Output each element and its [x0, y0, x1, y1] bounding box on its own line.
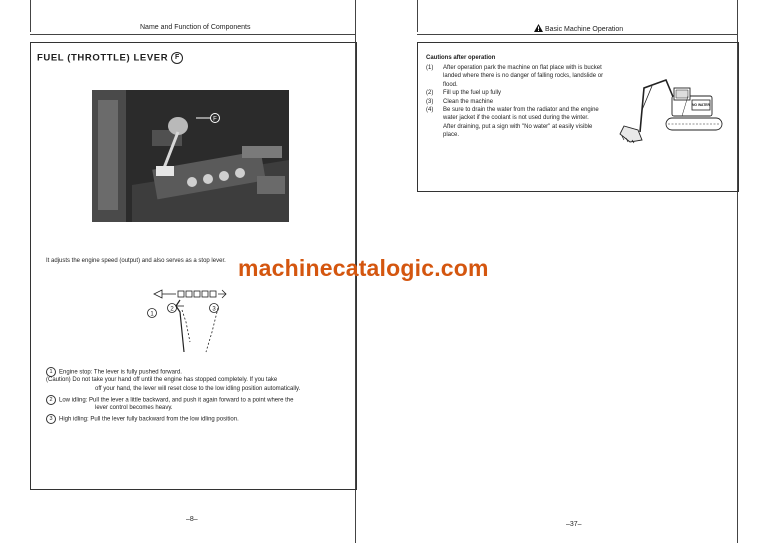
lever-description: It adjusts the engine speed (output) and also serves as a stop lever.	[46, 258, 226, 264]
warning-icon	[534, 24, 543, 32]
note-number: 3	[46, 414, 56, 424]
caution-text: After operation park the machine on flat place with is bucket landed where there is no danger of falling rocks, landslide or flood.	[443, 65, 604, 88]
note-text: lever control becomes heavy.	[95, 405, 173, 411]
diagram-label-3: 3	[212, 306, 216, 313]
note-caution	[46, 376, 356, 385]
caution-text: Fill up the fuel up fully	[443, 90, 502, 97]
page-number: –8–	[186, 516, 198, 523]
no-water-sign: NO WATER	[691, 103, 711, 107]
caution-item	[426, 123, 604, 140]
header-rule	[417, 34, 737, 35]
right-page-margin-rule	[417, 0, 418, 32]
lever-photo-image	[92, 90, 289, 222]
note-text: off your hand, the lever will reset close to the low idling position automatically.	[95, 386, 301, 392]
note-text: Do not take your hand off until the engine has stopped completely. If you take	[72, 377, 278, 383]
caution-item	[426, 89, 604, 97]
diagram-label-2: 2	[170, 306, 174, 313]
note-high-idling	[46, 414, 356, 424]
section-title	[37, 52, 183, 64]
page-number: –37–	[566, 521, 582, 528]
caution-number: (1)	[426, 65, 434, 71]
caution-number: (4)	[426, 107, 434, 114]
caution-heading: Cautions after operation	[426, 55, 496, 61]
note-text: Pull the lever fully backward from the low idling position.	[90, 416, 239, 423]
note-label: Low idling:	[59, 397, 88, 404]
note-label: Engine stop:	[59, 369, 93, 376]
note-number: 1	[46, 367, 56, 377]
header-rule	[30, 34, 355, 35]
note-text: The lever is fully pushed forward.	[93, 369, 182, 376]
caution-list	[426, 64, 604, 140]
caution-item	[426, 98, 604, 106]
caution-item	[426, 106, 604, 123]
caution-item	[426, 64, 604, 89]
photo-callout: F	[213, 116, 217, 123]
note-low-idling-cont	[95, 404, 360, 413]
note-label: High idling:	[59, 416, 89, 423]
page-header: Name and Function of Components	[140, 24, 251, 31]
caution-number	[426, 123, 443, 140]
excavator-illustration	[612, 70, 730, 150]
section-title-text: FUEL (THROTTLE) LEVER	[37, 52, 169, 64]
section-badge: F	[171, 52, 183, 64]
lever-position-diagram	[140, 282, 240, 362]
page-header-text: Basic Machine Operation	[544, 26, 624, 33]
caution-text: Be sure to drain the water from the radiator and the engine water jacket if the coolant is not used during the winter.	[443, 107, 599, 122]
caution-number: (3)	[426, 98, 434, 105]
caution-text: Clean the machine	[443, 98, 494, 105]
note-number: 2	[46, 395, 56, 405]
note-text: Pull the lever a little backward, and push it again forward to a point where the	[89, 397, 294, 404]
watermark-text: machinecatalogic.com	[238, 255, 489, 281]
page-header	[534, 24, 623, 33]
lever-photo	[92, 90, 289, 222]
diagram-label-1: 1	[150, 311, 154, 318]
caution-number: (2)	[426, 90, 434, 97]
left-page-margin-rule	[30, 0, 31, 32]
caution-text: After draining, put a sign with "No water" at easily visible place.	[443, 123, 593, 139]
note-caution-cont	[95, 385, 360, 394]
note-label: (Caution)	[46, 377, 71, 383]
